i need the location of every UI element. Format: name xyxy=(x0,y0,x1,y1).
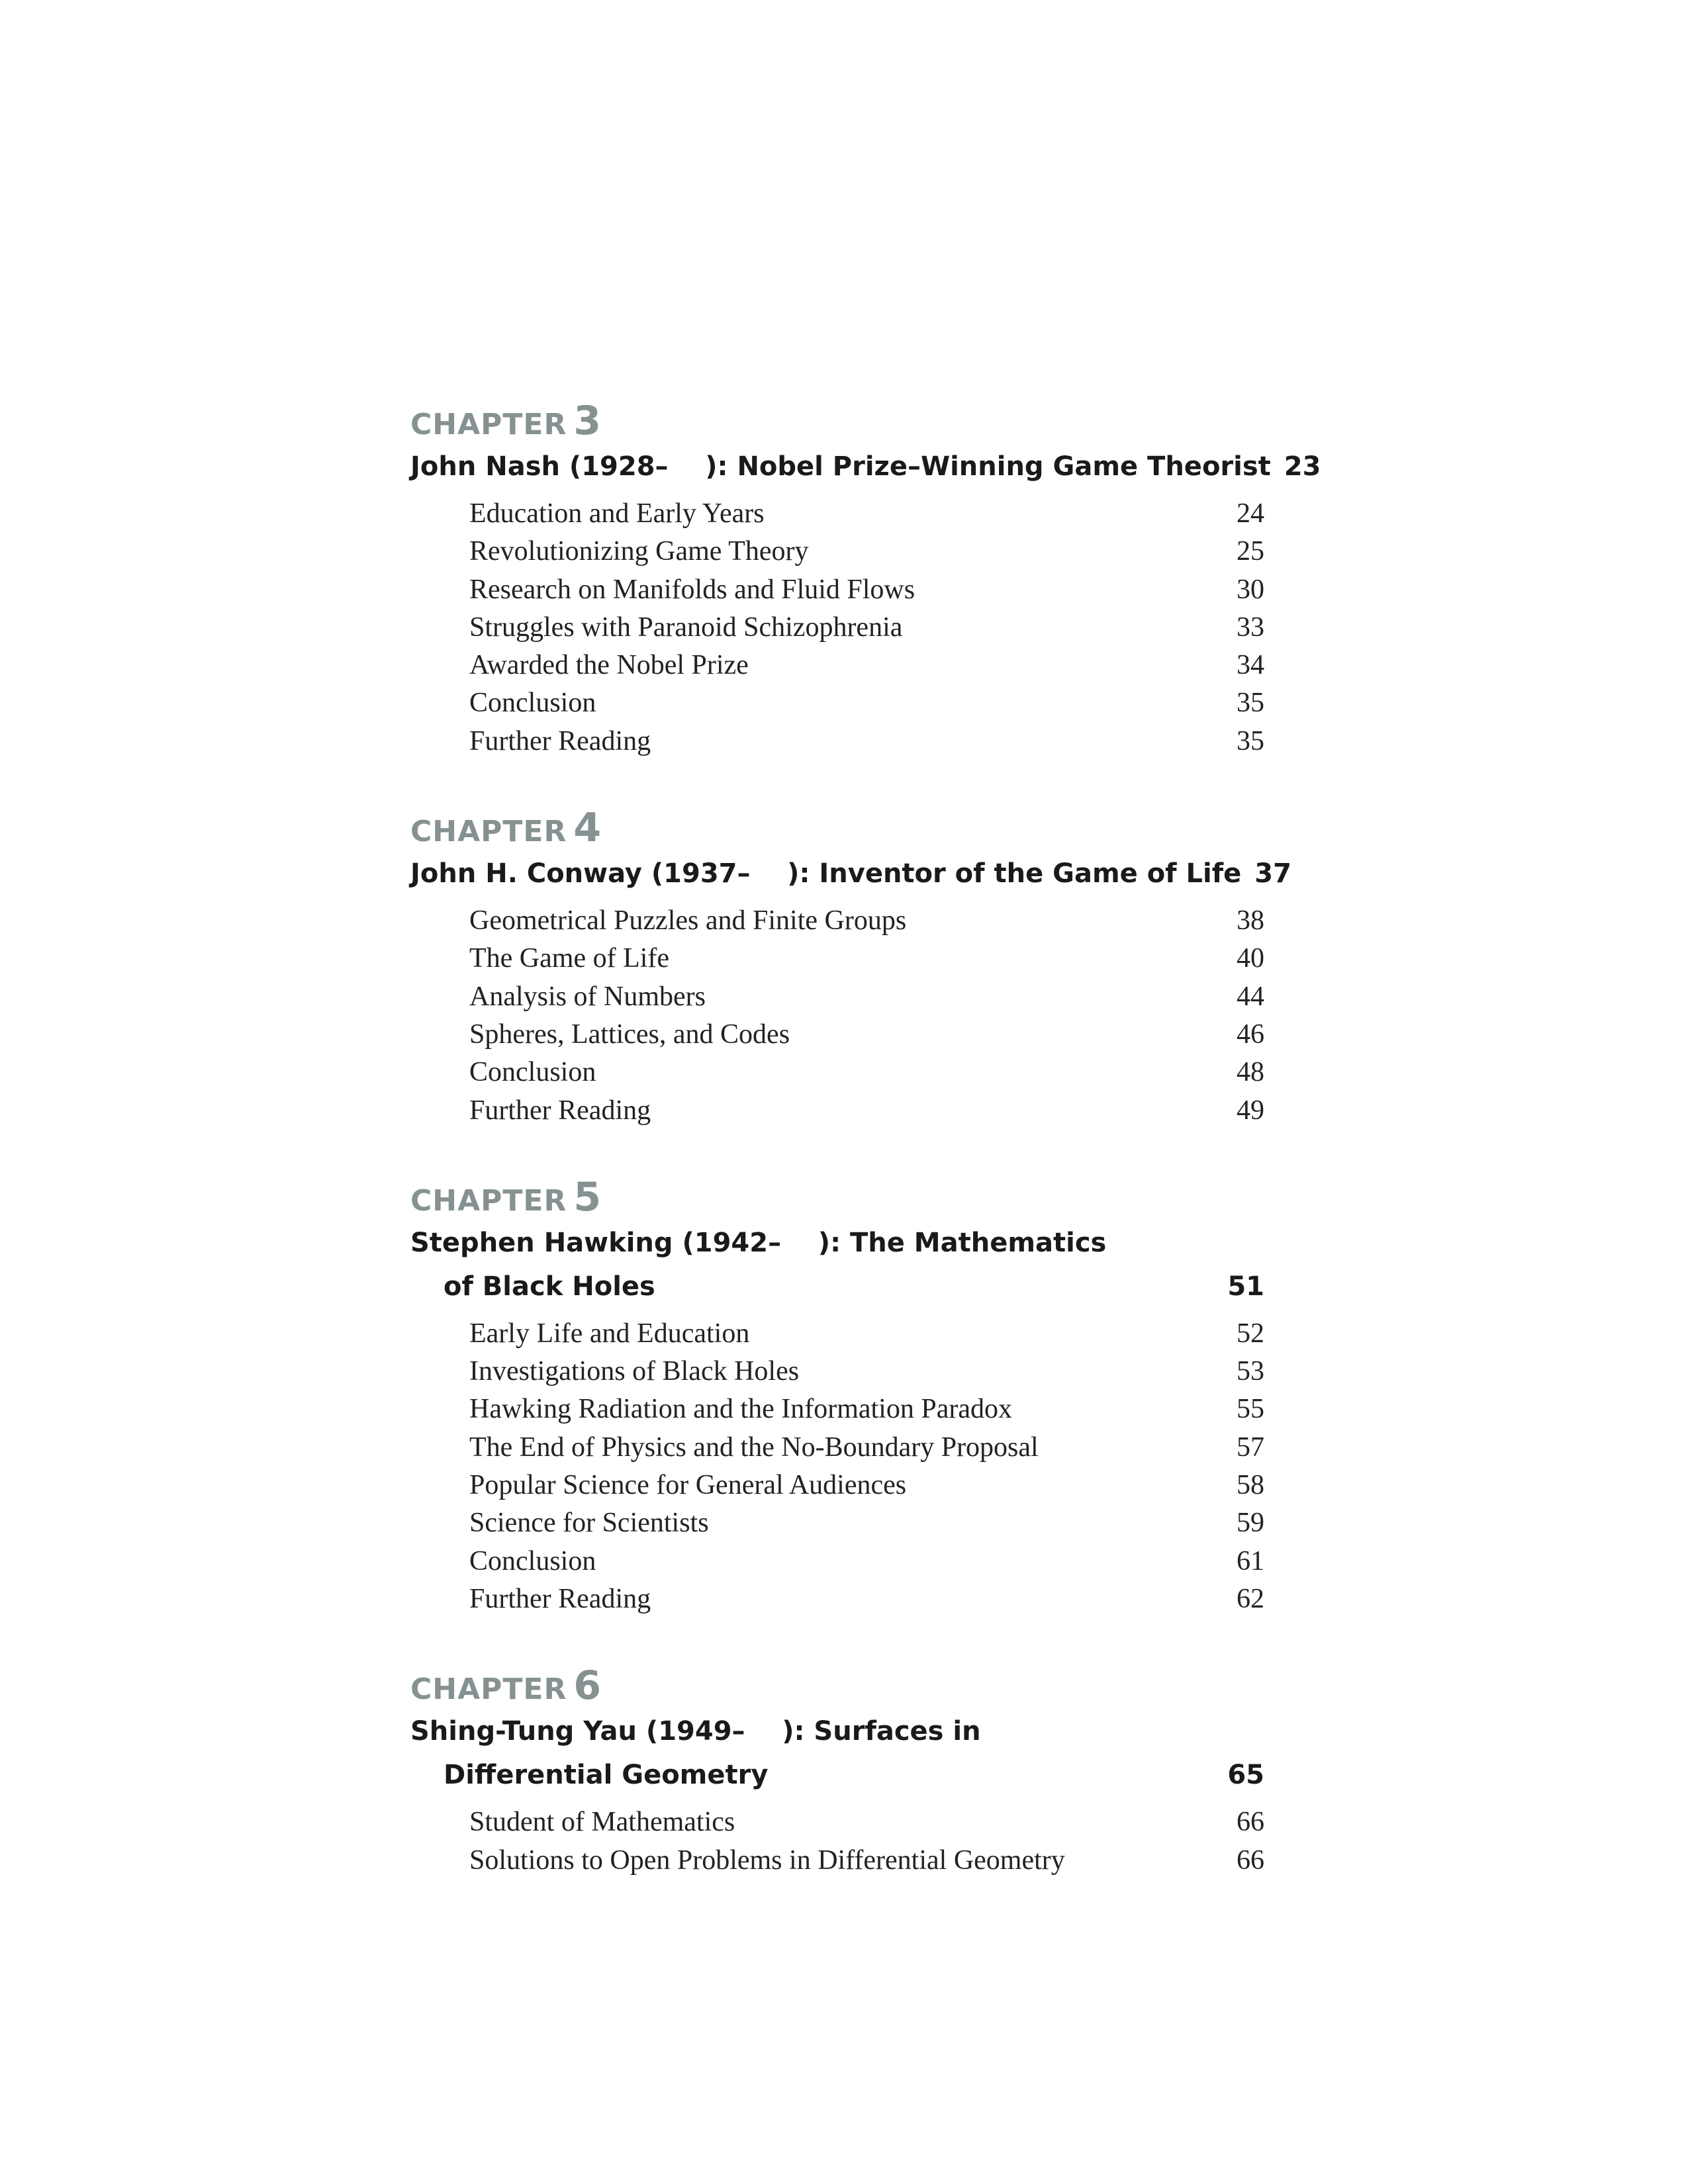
section-title: Investigations of Black Holes xyxy=(469,1356,800,1387)
section-page-number: 57 xyxy=(1237,1432,1264,1463)
section-entry[interactable] xyxy=(410,1092,1264,1130)
chapter-5 xyxy=(410,1173,1264,1618)
chapter-title: John Nash (1928– ): Nobel Prize–Winning Game Theorist xyxy=(410,451,1271,482)
section-page-number: 48 xyxy=(1237,1057,1264,1088)
section-title: Awarded the Nobel Prize xyxy=(469,650,749,681)
section-entry[interactable] xyxy=(410,1504,1264,1542)
section-entry[interactable] xyxy=(410,1803,1264,1841)
section-entry[interactable] xyxy=(410,571,1264,609)
section-entry[interactable] xyxy=(410,1315,1264,1353)
section-entry[interactable] xyxy=(410,684,1264,722)
section-title: Education and Early Years xyxy=(469,498,765,529)
section-page-number: 59 xyxy=(1237,1508,1264,1539)
chapter-label xyxy=(410,397,1264,445)
section-page-number: 66 xyxy=(1237,1807,1264,1838)
section-page-number: 25 xyxy=(1237,536,1264,567)
section-title: Conclusion xyxy=(469,1545,596,1576)
section-title: Revolutionizing Game Theory xyxy=(469,536,809,567)
section-entry[interactable] xyxy=(410,1467,1264,1504)
chapter-number: 4 xyxy=(573,805,602,852)
chapter-label xyxy=(410,804,1264,852)
section-title: The Game of Life xyxy=(469,943,670,974)
chapter-number: 5 xyxy=(573,1173,602,1220)
section-page-number: 46 xyxy=(1237,1019,1264,1050)
table-of-contents xyxy=(410,397,1321,1880)
section-title: Spheres, Lattices, and Codes xyxy=(469,1019,790,1050)
section-entry[interactable] xyxy=(410,1580,1264,1618)
chapter-word: CHAPTER xyxy=(410,1672,567,1707)
section-title: Science for Scientists xyxy=(469,1508,709,1539)
chapter-3 xyxy=(410,397,1321,760)
section-title: Conclusion xyxy=(469,1057,596,1088)
section-title: The End of Physics and the No-Boundary Proposal xyxy=(469,1432,1039,1463)
chapter-title: Stephen Hawking (1942– ): The Mathematics of Black Holes xyxy=(410,1227,1116,1302)
section-list xyxy=(410,1315,1264,1618)
section-entry[interactable] xyxy=(410,1543,1264,1580)
section-title: Further Reading xyxy=(469,1583,651,1614)
section-title: Popular Science for General Audiences xyxy=(469,1470,907,1501)
chapter-number: 6 xyxy=(573,1662,602,1709)
chapter-4 xyxy=(410,804,1291,1130)
section-page-number: 55 xyxy=(1237,1394,1264,1425)
section-entry[interactable] xyxy=(410,647,1264,684)
chapter-word: CHAPTER xyxy=(410,1183,567,1218)
section-title: Research on Manifolds and Fluid Flows xyxy=(469,574,915,605)
section-list xyxy=(410,1803,1264,1880)
section-page-number: 30 xyxy=(1237,574,1264,605)
section-page-number: 66 xyxy=(1237,1844,1264,1876)
chapter-word: CHAPTER xyxy=(410,815,567,849)
section-page-number: 40 xyxy=(1237,943,1264,974)
section-title: Analysis of Numbers xyxy=(469,981,706,1012)
chapter-title-row[interactable] xyxy=(410,1221,1264,1308)
section-entry[interactable] xyxy=(410,1390,1264,1428)
section-entry[interactable] xyxy=(410,1353,1264,1390)
section-page-number: 58 xyxy=(1237,1470,1264,1501)
section-page-number: 49 xyxy=(1237,1095,1264,1126)
chapter-page-number: 65 xyxy=(1227,1760,1264,1791)
section-entry[interactable] xyxy=(410,1429,1264,1467)
section-title: Student of Mathematics xyxy=(469,1807,735,1838)
section-entry[interactable] xyxy=(410,609,1264,647)
section-entry[interactable] xyxy=(410,940,1264,978)
section-list xyxy=(410,902,1264,1130)
chapter-number: 3 xyxy=(573,398,602,444)
chapter-title-row[interactable] xyxy=(410,445,1321,488)
section-page-number: 24 xyxy=(1237,498,1264,529)
section-entry[interactable] xyxy=(410,723,1264,760)
section-title: Further Reading xyxy=(469,1095,651,1126)
section-title: Solutions to Open Problems in Differential Geometry xyxy=(469,1844,1065,1876)
section-page-number: 35 xyxy=(1237,725,1264,756)
section-entry[interactable] xyxy=(410,1842,1264,1880)
chapter-title: John H. Conway (1937– ): Inventor of the Game of Life xyxy=(410,858,1242,889)
section-page-number: 34 xyxy=(1237,650,1264,681)
chapter-title-row[interactable] xyxy=(410,852,1291,895)
section-title: Conclusion xyxy=(469,688,596,719)
section-title: Struggles with Paranoid Schizophrenia xyxy=(469,612,903,643)
section-page-number: 53 xyxy=(1237,1356,1264,1387)
section-page-number: 44 xyxy=(1237,981,1264,1012)
section-entry[interactable] xyxy=(410,902,1264,940)
section-page-number: 35 xyxy=(1237,688,1264,719)
section-title: Early Life and Education xyxy=(469,1318,750,1349)
chapter-page-number: 51 xyxy=(1227,1271,1264,1302)
section-page-number: 38 xyxy=(1237,905,1264,936)
section-title: Further Reading xyxy=(469,725,651,756)
section-entry[interactable] xyxy=(410,978,1264,1016)
section-page-number: 62 xyxy=(1237,1583,1264,1614)
section-entry[interactable] xyxy=(410,1054,1264,1091)
chapter-title-row[interactable] xyxy=(410,1709,1264,1797)
section-title: Hawking Radiation and the Information Paradox xyxy=(469,1394,1012,1425)
section-title: Geometrical Puzzles and Finite Groups xyxy=(469,905,907,936)
chapter-word: CHAPTER xyxy=(410,408,567,441)
section-entry[interactable] xyxy=(410,1016,1264,1054)
section-entry[interactable] xyxy=(410,495,1264,533)
section-list xyxy=(410,495,1264,760)
chapter-6 xyxy=(410,1662,1264,1880)
section-page-number: 52 xyxy=(1237,1318,1264,1349)
section-page-number: 61 xyxy=(1237,1545,1264,1576)
chapter-title: Shing-Tung Yau (1949– ): Surfaces in Differential Geometry xyxy=(410,1716,990,1791)
chapter-page-number: 23 xyxy=(1284,451,1321,482)
chapter-label xyxy=(410,1173,1264,1221)
chapter-page-number: 37 xyxy=(1254,858,1291,889)
section-page-number: 33 xyxy=(1237,612,1264,643)
section-entry[interactable] xyxy=(410,533,1264,570)
chapter-label xyxy=(410,1662,1264,1709)
